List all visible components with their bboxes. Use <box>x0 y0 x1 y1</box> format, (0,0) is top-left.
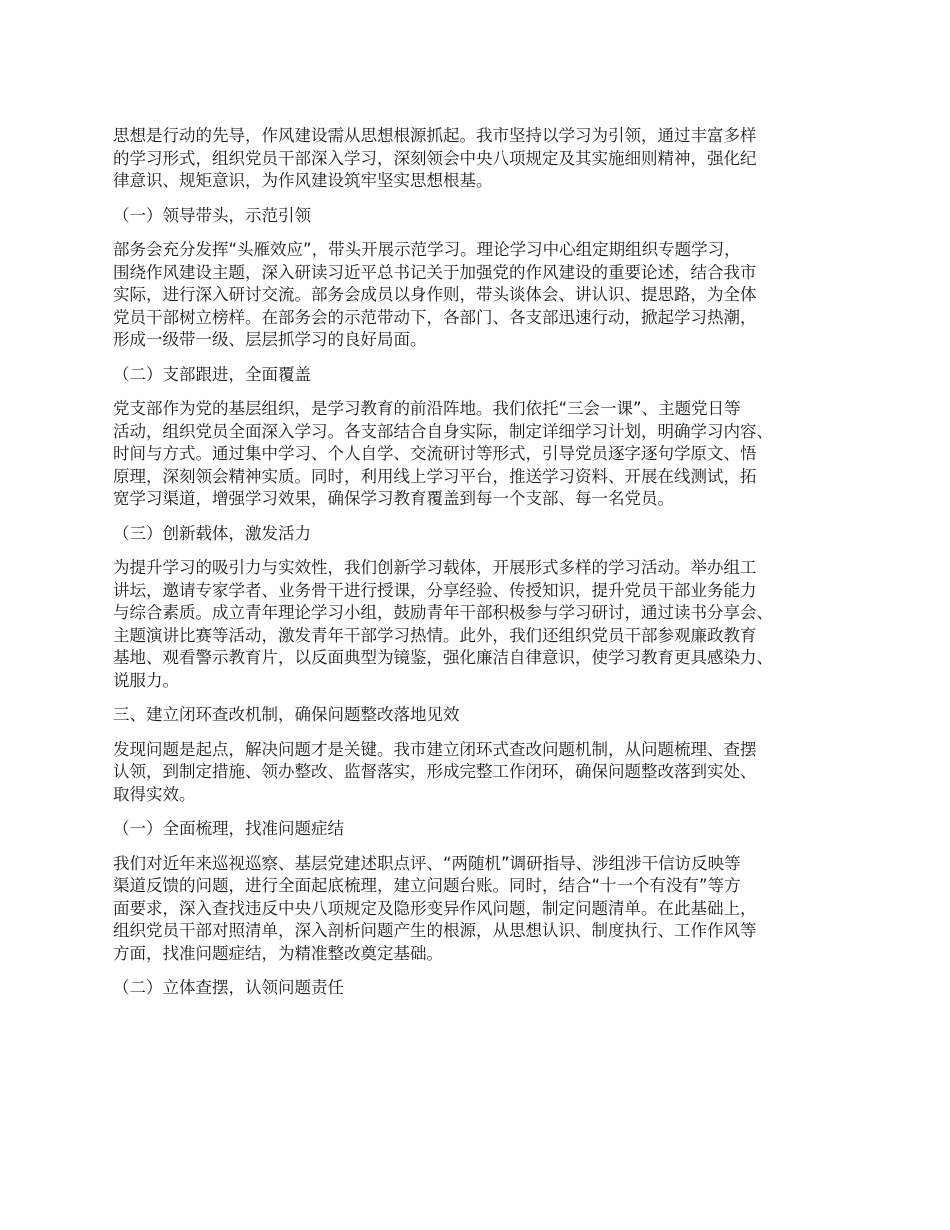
text-line: 讲坛，邀请专家学者、业务骨干进行授课，分享经验、传授知识，提升党员干部业务能力 <box>113 580 757 600</box>
section-heading-2: （二）支部跟进，全面覆盖 <box>113 364 311 384</box>
text-line: 活动，组织党员全面深入学习。各支部结合自身实际，制定详细学习计划，明确学习内容、 <box>113 421 773 441</box>
section-heading-4: （一）全面梳理，找准问题症结 <box>113 819 344 838</box>
paragraph-branch <box>113 398 843 511</box>
text-line: 宽学习渠道，增强学习效果，确保学习教育覆盖到每一个支部、每一名党员。 <box>113 489 674 508</box>
text-line: 党员干部树立榜样。在部务会的示范带动下，各部门、各支部迅速行动，掀起学习热潮， <box>113 307 757 327</box>
intro-paragraph <box>113 125 843 193</box>
text-line: 认领，到制定措施、领办整改、监督落实，形成完整工作闭环，确保问题整改落到实处、 <box>113 762 757 781</box>
text-line: 我们对近年来巡视巡察、基层党建述职点评、“两随机”调研指导、涉组涉干信访反映等 <box>113 853 741 873</box>
text-line: 原理，深刻领会精神实质。同时，利用线上学习平台，推送学习资料、开展在线测试，拓 <box>113 466 757 486</box>
text-line: 时间与方式。通过集中学习、个人自学、交流研讨等形式，引导党员逐字逐句学原文、悟 <box>113 444 757 463</box>
text-line: 说服力。 <box>113 670 179 690</box>
paragraph-leadership <box>113 239 843 352</box>
text-line: 形成一级带一级、层层抓学习的良好局面。 <box>113 330 427 349</box>
text-line: 主题演讲比赛等活动，激发青年干部学习热情。此外，我们还组织党员干部参观廉政教育 <box>113 625 757 645</box>
text-line: 发现问题是起点，解决问题才是关键。我市建立闭环式查改问题机制，从问题梳理、查摆 <box>113 739 757 759</box>
chapter-heading-3: 三、建立闭环查改机制，确保问题整改落地见效 <box>113 705 460 724</box>
section-heading-5: （二）立体查摆，认领问题责任 <box>113 978 344 997</box>
paragraph-sorting <box>113 853 843 966</box>
text-line: 为提升学习的吸引力与实效性，我们创新学习载体，开展形式多样的学习活动。举办组工 <box>113 558 757 577</box>
text-line: 渠道反馈的问题，进行全面起底梳理，建立问题台账。同时，结合“十一个有没有”等方 <box>113 876 741 895</box>
text-line: 基地、观看警示教育片，以反面典型为镜鉴，强化廉洁自律意识，使学习教育更具感染力、 <box>113 648 773 667</box>
section-heading-3: （三）创新载体，激发活力 <box>113 523 311 543</box>
text-line: 取得实效。 <box>113 784 196 804</box>
text-line: 方面，找准问题症结，为精准整改奠定基础。 <box>113 943 443 963</box>
paragraph-innovation <box>113 557 843 692</box>
text-line: 围绕作风建设主题，深入研读习近平总书记关于加强党的作风建设的重要论述，结合我市 <box>113 262 757 282</box>
text-line: 思想是行动的先导，作风建设需从思想根源抓起。我市坚持以学习为引领，通过丰富多样 <box>113 126 757 145</box>
text-line: 面要求，深入查找违反中央八项规定及隐形变异作风问题，制定问题清单。在此基础上， <box>113 898 757 918</box>
text-line: 律意识、规矩意识，为作风建设筑牢坚实思想根基。 <box>113 171 493 190</box>
text-line: 与综合素质。成立青年理论学习小组，鼓励青年干部积极参与学习研讨，通过读书分享会、 <box>113 603 773 622</box>
text-line: 党支部作为党的基层组织，是学习教育的前沿阵地。我们依托“三会一课”、主题党日等 <box>113 399 741 418</box>
paragraph-closed-loop <box>113 739 843 807</box>
text-line: 实际，进行深入研讨交流。部务会成员以身作则，带头谈体会、讲认识、提思路，为全体 <box>113 285 757 304</box>
section-heading-1: （一）领导带头，示范引领 <box>113 205 311 225</box>
text-line: 组织党员干部对照清单，深入剖析问题产生的根源，从思想认识、制度执行、工作作风等 <box>113 921 757 940</box>
document-body <box>113 125 843 1012</box>
text-line: 部务会充分发挥“头雁效应”，带头开展示范学习。理论学习中心组定期组织专题学习， <box>113 240 741 259</box>
text-line: 的学习形式，组织党员干部深入学习，深刻领会中央八项规定及其实施细则精神，强化纪 <box>113 148 757 168</box>
